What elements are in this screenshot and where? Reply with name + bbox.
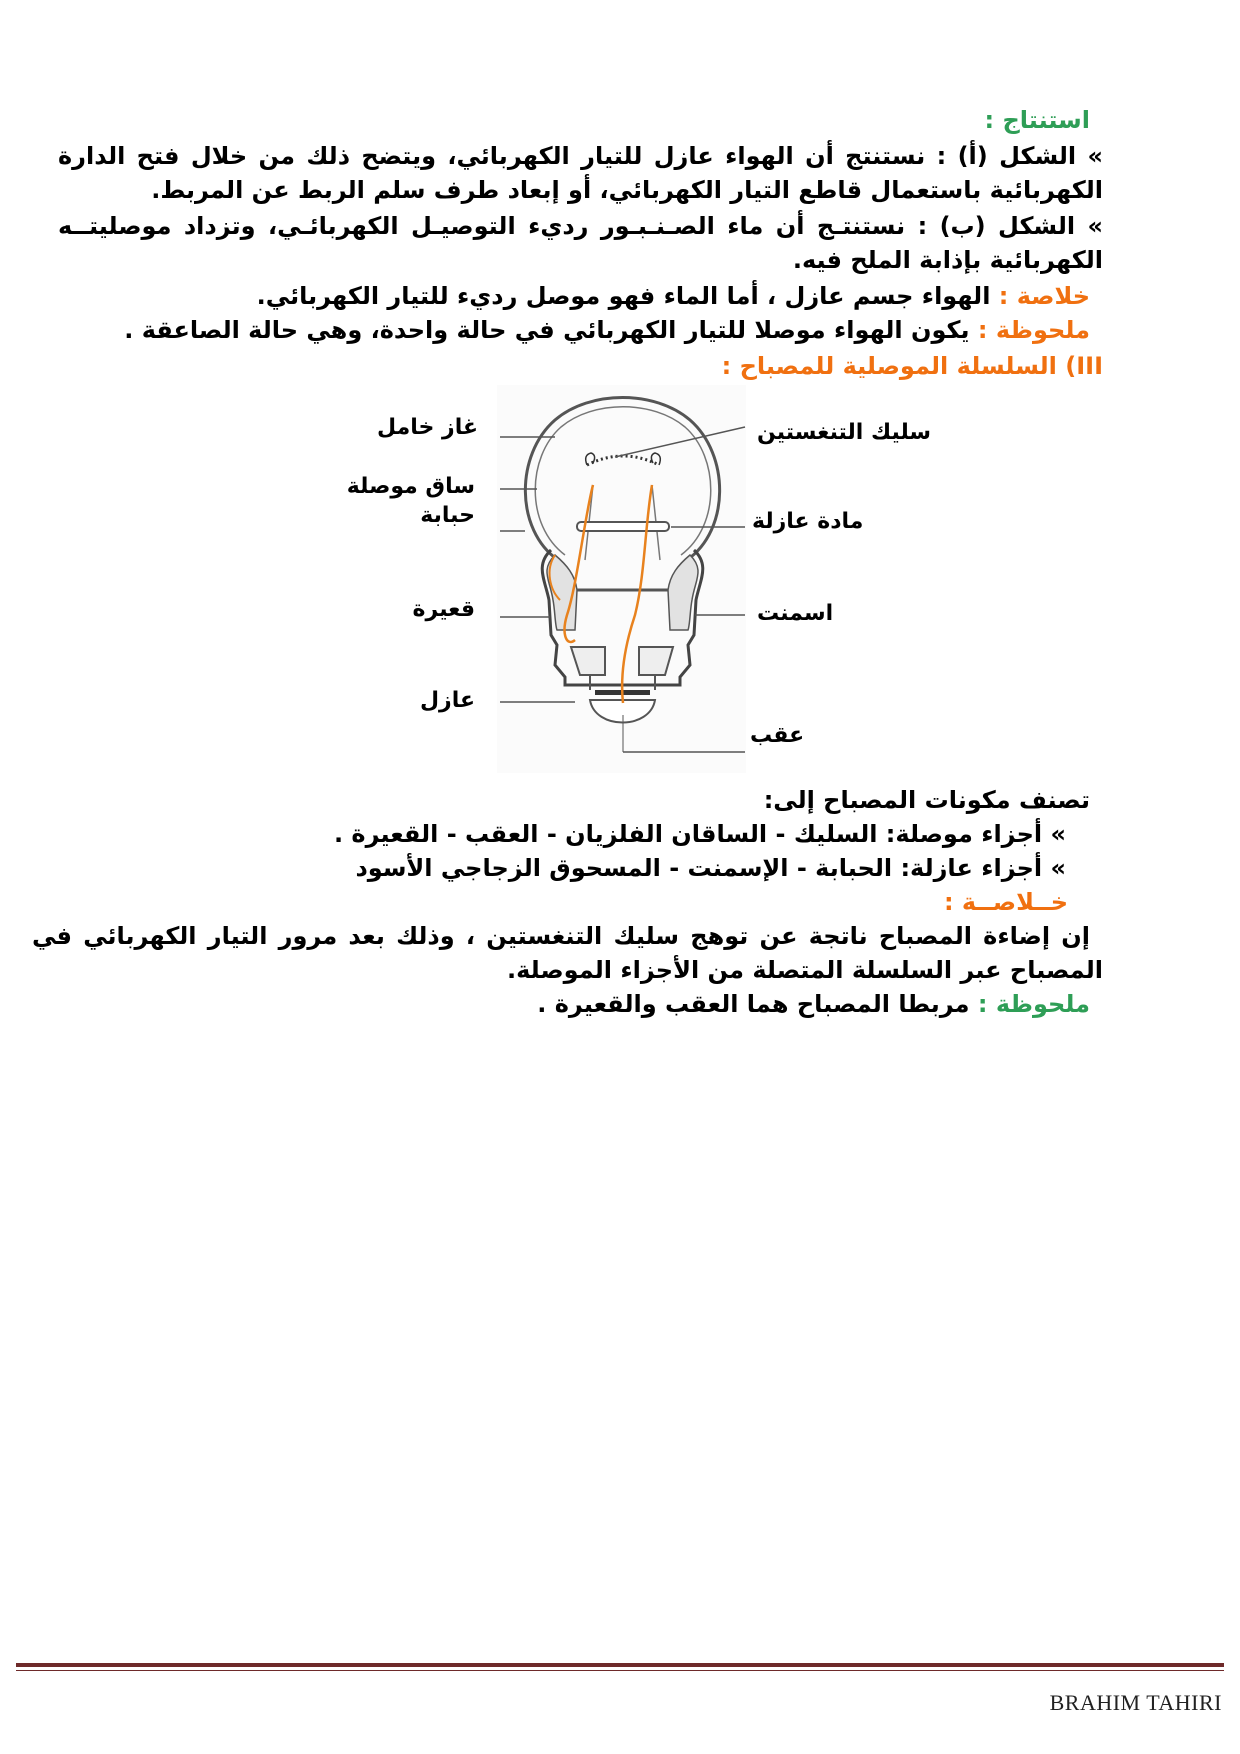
footer-rule-thin bbox=[16, 1670, 1224, 1671]
fig-b-line2: الكهربائية بإذابة الملح فيه. bbox=[792, 246, 1103, 274]
label-insulating-material: مادة عازلة bbox=[752, 509, 864, 534]
fig-a-line1: » الشكل (أ) : نستنتج أن الهواء عازل للتيار الكهربائي، ويتضح ذلك من خلال فتح الدارة bbox=[58, 142, 1103, 170]
label-filling-gas: غاز خامل bbox=[377, 415, 478, 440]
label-conducting-stem: ساق موصلة bbox=[346, 474, 475, 499]
label-base-cup: قعيرة bbox=[412, 597, 475, 622]
label-insulator: عازل bbox=[419, 688, 475, 713]
fig-a-line2: الكهربائية باستعمال قاطع التيار الكهربائي، أو إبعاد طرف سلم الربط عن المربط. bbox=[151, 176, 1103, 204]
components-conductors: » أجزاء موصلة: السليك - الساقان الفلزيان - العقب - القعيرة . bbox=[333, 820, 1066, 848]
label-bulb: حبابة bbox=[420, 503, 475, 528]
lamp-diagram bbox=[495, 385, 750, 775]
label-cement: اسمنت bbox=[757, 601, 834, 626]
note1-paragraph bbox=[20, 314, 1090, 346]
label-tungsten-wire: سليك التنغستين bbox=[757, 420, 932, 445]
section3-title: III) السلسلة الموصلية للمصباح : bbox=[721, 352, 1103, 380]
summary1-label: خلاصة : bbox=[998, 282, 1090, 310]
conclusion-heading: استنتاج : bbox=[984, 106, 1090, 134]
fig-b-line1: » الشكل (ب) : نستنتـج أن ماء الصـنـبـور رديء التوصيـل الكهربائـي، وتزداد موصليتــه bbox=[58, 212, 1103, 240]
note1-label: ملحوظة : bbox=[977, 316, 1090, 344]
components-insulators: » أجزاء عازلة: الحبابة - الإسمنت - المسحوق الزجاجي الأسود bbox=[355, 854, 1066, 882]
summary1-text: الهواء جسم عازل ، أما الماء فهو موصل رديء للتيار الكهربائي. bbox=[256, 282, 991, 310]
author-name: BRAHIM TAHIRI bbox=[1049, 1690, 1222, 1715]
note2-paragraph bbox=[20, 988, 1090, 1020]
footer-rule bbox=[16, 1663, 1224, 1667]
note2-text: مربطا المصباح هما العقب والقعيرة . bbox=[537, 990, 970, 1018]
note2-label: ملحوظة : bbox=[977, 990, 1090, 1018]
label-heel: عقب bbox=[750, 723, 805, 748]
summary2-line1: إن إضاءة المصباح ناتجة عن توهج سليك التنغستين ، وذلك بعد مرور التيار الكهربائي في bbox=[32, 922, 1090, 950]
note1-text: يكون الهواء موصلا للتيار الكهربائي في حالة واحدة، وهي حالة الصاعقة . bbox=[124, 316, 970, 344]
summary2-line2: المصباح عبر السلسلة المتصلة من الأجزاء الموصلة. bbox=[506, 956, 1103, 984]
components-intro: تصنف مكونات المصباح إلى: bbox=[763, 786, 1090, 814]
summary2-label: خــلاصــة : bbox=[943, 888, 1068, 916]
insulating-bar bbox=[577, 522, 669, 531]
summary1-paragraph bbox=[20, 280, 1090, 312]
